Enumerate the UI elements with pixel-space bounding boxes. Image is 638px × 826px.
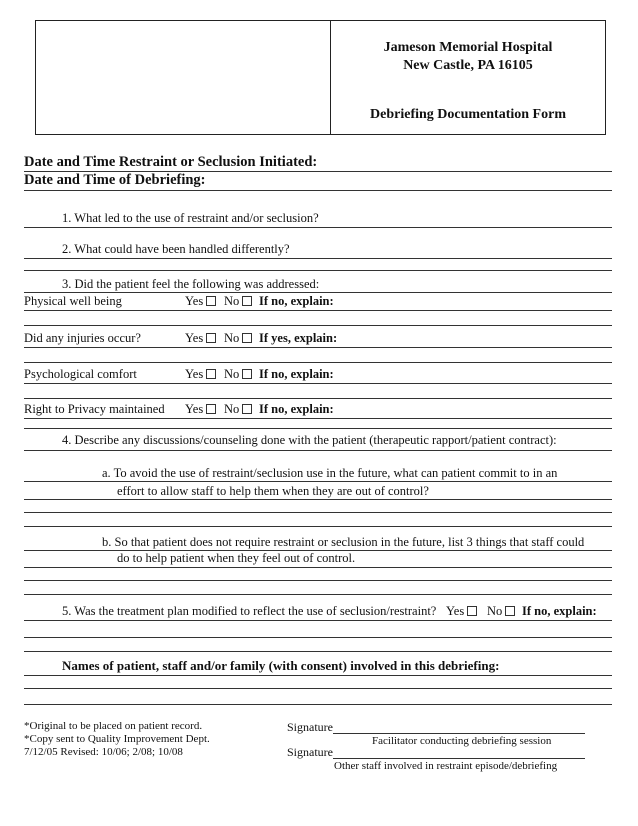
yes-label: Yes — [185, 402, 204, 416]
answer-line[interactable] — [24, 651, 612, 652]
no-checkbox[interactable] — [242, 333, 252, 343]
header-divider — [330, 20, 331, 135]
question-4a-line2: effort to allow staff to help them when they are out of control? — [117, 484, 429, 498]
answer-line[interactable] — [24, 418, 612, 419]
question-1: 1. What led to the use of restraint and/or seclusion? — [62, 211, 319, 225]
question-2: 2. What could have been handled differently? — [62, 242, 290, 256]
question-4b-line1: b. So that patient does not require restraint or seclusion in the future, list 3 things that staff could — [102, 535, 585, 549]
explain-label: If no, explain: — [259, 294, 334, 308]
date-initiated-label: Date and Time Restraint or Seclusion Initiated: — [24, 154, 318, 170]
explain-label: If yes, explain: — [259, 331, 338, 345]
yes-option[interactable] — [185, 402, 216, 417]
yes-label: Yes — [185, 331, 204, 345]
explain-label: If no, explain: — [259, 367, 334, 381]
no-option[interactable] — [224, 331, 252, 346]
footer-note: *Original to be placed on patient record. — [24, 720, 203, 732]
signature-label: Signature — [287, 745, 333, 759]
yes-checkbox[interactable] — [206, 404, 216, 414]
answer-line[interactable] — [24, 526, 612, 527]
form-title: Debriefing Documentation Form — [370, 107, 566, 122]
yes-label: Yes — [185, 367, 204, 381]
date-debriefing-label: Date and Time of Debriefing: — [24, 172, 206, 188]
yes-label: Yes — [446, 604, 465, 618]
footer-revision: 7/12/05 Revised: 10/06; 2/08; 10/08 — [24, 746, 183, 758]
no-checkbox[interactable] — [242, 369, 252, 379]
answer-line[interactable] — [24, 227, 612, 228]
question-3: 3. Did the patient feel the following was addressed: — [62, 277, 320, 291]
no-option[interactable] — [224, 402, 252, 417]
no-option[interactable] — [487, 604, 515, 619]
answer-line[interactable] — [24, 594, 612, 595]
item-label: Psychological comfort — [24, 367, 137, 381]
answer-line[interactable] — [24, 450, 612, 451]
signature-line[interactable] — [333, 758, 585, 759]
answer-line[interactable] — [24, 362, 612, 363]
question-5: 5. Was the treatment plan modified to reflect the use of seclusion/restraint? — [62, 604, 437, 618]
footer-note: *Copy sent to Quality Improvement Dept. — [24, 733, 210, 745]
no-checkbox[interactable] — [505, 606, 515, 616]
yes-option[interactable] — [185, 294, 216, 309]
answer-line[interactable] — [24, 398, 612, 399]
item-label: Physical well being — [24, 294, 122, 308]
explain-label: If no, explain: — [522, 604, 597, 618]
yes-label: Yes — [185, 294, 204, 308]
answer-line[interactable] — [24, 428, 612, 429]
answer-line[interactable] — [24, 620, 612, 621]
answer-line[interactable] — [24, 258, 612, 259]
names-heading: Names of patient, staff and/or family (with consent) involved in this debriefing: — [62, 658, 500, 673]
explain-label: If no, explain: — [259, 402, 334, 416]
date-debriefing-line[interactable] — [24, 190, 612, 191]
answer-line[interactable] — [24, 383, 612, 384]
answer-line[interactable] — [24, 580, 612, 581]
yes-option[interactable] — [185, 331, 216, 346]
question-4a-line1: a. To avoid the use of restraint/seclusion use in the future, what can patient commit to in an — [102, 466, 558, 480]
no-label: No — [224, 331, 240, 345]
no-checkbox[interactable] — [242, 404, 252, 414]
no-label: No — [224, 402, 240, 416]
answer-line[interactable] — [24, 675, 612, 676]
no-option[interactable] — [224, 294, 252, 309]
answer-line[interactable] — [24, 499, 612, 500]
yes-checkbox[interactable] — [206, 333, 216, 343]
question-4: 4. Describe any discussions/counseling done with the patient (therapeutic rapport/patient contract): — [62, 433, 557, 447]
no-label: No — [487, 604, 503, 618]
signature-caption: Other staff involved in restraint episode/debriefing — [334, 760, 558, 772]
yes-checkbox[interactable] — [467, 606, 477, 616]
yes-checkbox[interactable] — [206, 369, 216, 379]
hospital-name: Jameson Memorial Hospital — [383, 40, 553, 55]
answer-line[interactable] — [24, 292, 612, 293]
answer-line[interactable] — [24, 310, 612, 311]
answer-line[interactable] — [24, 637, 612, 638]
no-label: No — [224, 367, 240, 381]
item-label: Did any injuries occur? — [24, 331, 141, 345]
no-option[interactable] — [224, 367, 252, 382]
answer-line[interactable] — [24, 704, 612, 705]
no-checkbox[interactable] — [242, 296, 252, 306]
answer-line[interactable] — [24, 481, 612, 482]
no-label: No — [224, 294, 240, 308]
yes-option[interactable] — [185, 367, 216, 382]
answer-line[interactable] — [24, 325, 612, 326]
signature-label: Signature — [287, 720, 333, 734]
answer-line[interactable] — [24, 567, 612, 568]
signature-caption: Facilitator conducting debriefing session — [372, 735, 552, 747]
yes-option[interactable] — [446, 604, 477, 619]
answer-line[interactable] — [24, 270, 612, 271]
answer-line[interactable] — [24, 347, 612, 348]
answer-line[interactable] — [24, 512, 612, 513]
signature-line[interactable] — [333, 733, 585, 734]
yes-checkbox[interactable] — [206, 296, 216, 306]
answer-line[interactable] — [24, 688, 612, 689]
question-4b-line2: do to help patient when they feel out of control. — [117, 551, 356, 565]
item-label: Right to Privacy maintained — [24, 402, 165, 416]
hospital-location: New Castle, PA 16105 — [403, 58, 533, 73]
